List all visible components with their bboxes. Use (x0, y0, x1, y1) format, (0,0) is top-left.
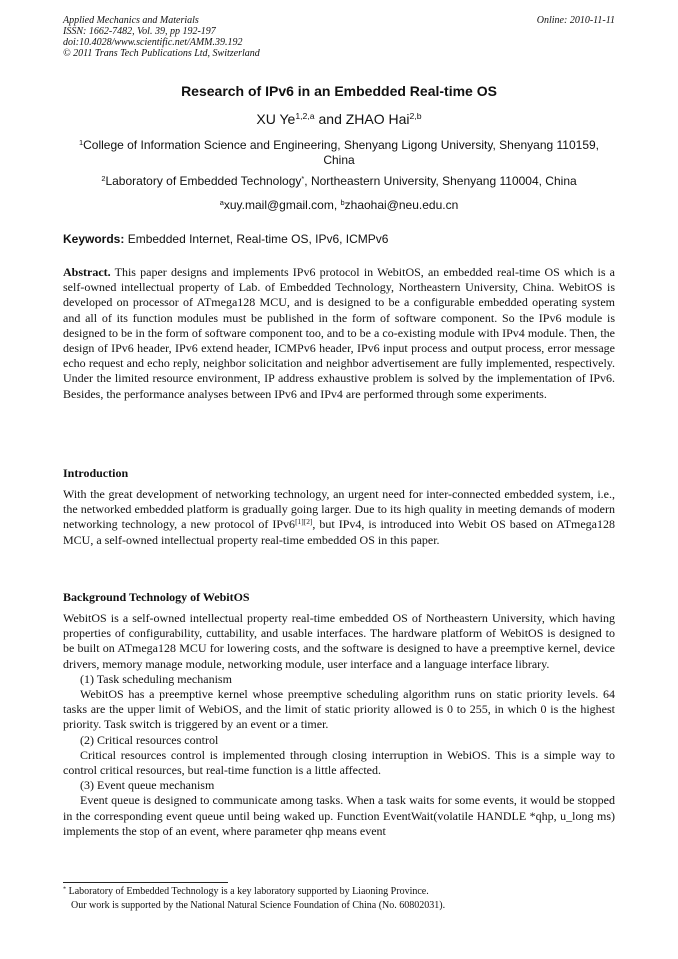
abstract-text: This paper designs and implements IPv6 protocol in WebitOS, an embedded real-time OS which is a self-owned intellectual property of Lab. of Embedded Technology, Northeastern University, China. WebitOS is developed on processor of ATmega128 MCU, and is designed to be a configurable embedded operating system and all of its function modules must be published in the form of software component. So the IPv6 module is designed to be in the form of software component too, and to be a co-existing module with IPv4 module. Then, the design of IPv6 header, IPv6 extend header, ICMPv6 header, IPv6 input process and output process, error message echo request and echo reply, neighbor solicitation and neighbor advertisement are fully implemented, respectively. Under the limited resource environment, IP address exhaustive problem is solved by the implementation of IPv6. Besides, the performance analyses between IPv6 and IPv4 are performed through some experiments. (63, 265, 615, 401)
email-a: xuy.mail@gmail.com, (223, 198, 341, 212)
email-b-mark: b (340, 197, 345, 207)
issn-line: ISSN: 1662-7482, Vol. 39, pp 192-197 (63, 26, 216, 37)
footnote-star-mark: * (301, 173, 305, 183)
journal-name: Applied Mechanics and Materials (63, 15, 199, 26)
keywords (63, 232, 615, 246)
affiliation-2-mark: 2 (101, 173, 106, 183)
paper-title: Research of IPv6 in an Embedded Real-time OS (181, 83, 497, 99)
author1-affiliation-marks: 1,2,a (295, 111, 315, 122)
author-xu-ye: XU Ye (256, 111, 296, 127)
footnote-lab-text: Laboratory of Embedded Technology is a key laboratory supported by Liaoning Province. (66, 886, 429, 897)
citation-1-2: [1][2] (295, 517, 313, 527)
background-paragraph-4: Event queue is designed to communicate among tasks. When a task waits for some events, it would be stopped in the corresponding event queue until being waked up. Function EventWait(volatile HANDLE *qhp, u_long ms) implements the stop of an event, where parameter qhp means event (63, 793, 615, 838)
keywords-list: Embedded Internet, Real-time OS, IPv6, ICMPv6 (124, 232, 389, 246)
footnote-1 (63, 885, 623, 898)
abstract-label: Abstract. (63, 265, 111, 279)
abstract-paragraph (63, 265, 615, 402)
affiliation-2-lab: Laboratory of Embedded Technology (105, 174, 302, 188)
author-conjunction: and (314, 111, 346, 127)
author2-affiliation-marks: 2,b (409, 111, 422, 122)
background-paragraph-2: WebitOS has a preemptive kernel whose preemptive scheduling algorithm runs on static priority levels. 64 tasks are the upper limit of WebiOS, and the limit of static priority allowed is 0 to 255, in which 0 is the highest priority. Task switch is triggered by an event or a timer. (63, 687, 615, 732)
journal-header (63, 15, 260, 59)
affiliation-1-text: College of Information Science and Engineering, Shenyang Ligong University, Shenyang 110159, China (83, 138, 600, 167)
introduction-heading: Introduction (63, 466, 129, 480)
affiliation-1-mark: 1 (78, 137, 84, 147)
subheading-critical-resources: (2) Critical resources control (80, 732, 219, 747)
author-line (0, 111, 678, 127)
affiliation-1 (63, 138, 615, 168)
email-a-mark: a (219, 197, 224, 207)
background-section (63, 611, 615, 839)
background-paragraph-3: Critical resources control is implemented through closing interruption in WebiOS. This is a simple way to control critical resources, but real-time function is a little affected. (63, 747, 615, 778)
author-emails (63, 198, 615, 213)
footnote-divider (63, 882, 228, 883)
affiliation-2 (63, 174, 615, 189)
keywords-label: Keywords: (63, 232, 125, 246)
online-date: Online: 2010-11-11 (536, 15, 615, 26)
introduction-paragraph (63, 487, 615, 548)
footnote-2: Our work is supported by the National Natural Science Foundation of China (No. 60802031). (71, 900, 446, 911)
email-b: zhaohai@neu.edu.cn (344, 198, 459, 212)
subheading-event-queue: (3) Event queue mechanism (80, 778, 215, 793)
footnote-star: * (63, 885, 67, 893)
introduction-text-start: With the great development of networking technology, an urgent need for inter-connected embedded system, i.e., the networked embedded platform is gradually going larger. Due to its high quality in meeting demands of modern networking technology, a new protocol of IPv6 (63, 487, 615, 532)
introduction-text-end: , but IPv4, is introduced into Webit OS based on ATmega128 MCU, a self-owned intellectual property real-time embedded OS in this paper. (63, 517, 616, 547)
subheading-task-scheduling: (1) Task scheduling mechanism (80, 671, 232, 686)
doi-line: doi:10.4028/www.scientific.net/AMM.39.192 (63, 37, 243, 48)
background-heading: Background Technology of WebitOS (63, 590, 250, 604)
copyright-line: © 2011 Trans Tech Publications Ltd, Switzerland (63, 48, 260, 59)
author-zhao-hai: ZHAO Hai (345, 111, 410, 127)
background-paragraph-1: WebitOS is a self-owned intellectual property real-time embedded OS of Northeastern University, which having properties of configurability, cuttability, and usable interfaces. The hardware platform of WebitOS is designed to be built on ATmega128 MCU for lowering costs, and the software is designed to have a preemptive kernel, device drivers, memory manage module, networking module, user interface and a language interface library. (63, 611, 615, 671)
affiliation-2-university: , Northeastern University, Shenyang 110004, China (304, 174, 577, 188)
